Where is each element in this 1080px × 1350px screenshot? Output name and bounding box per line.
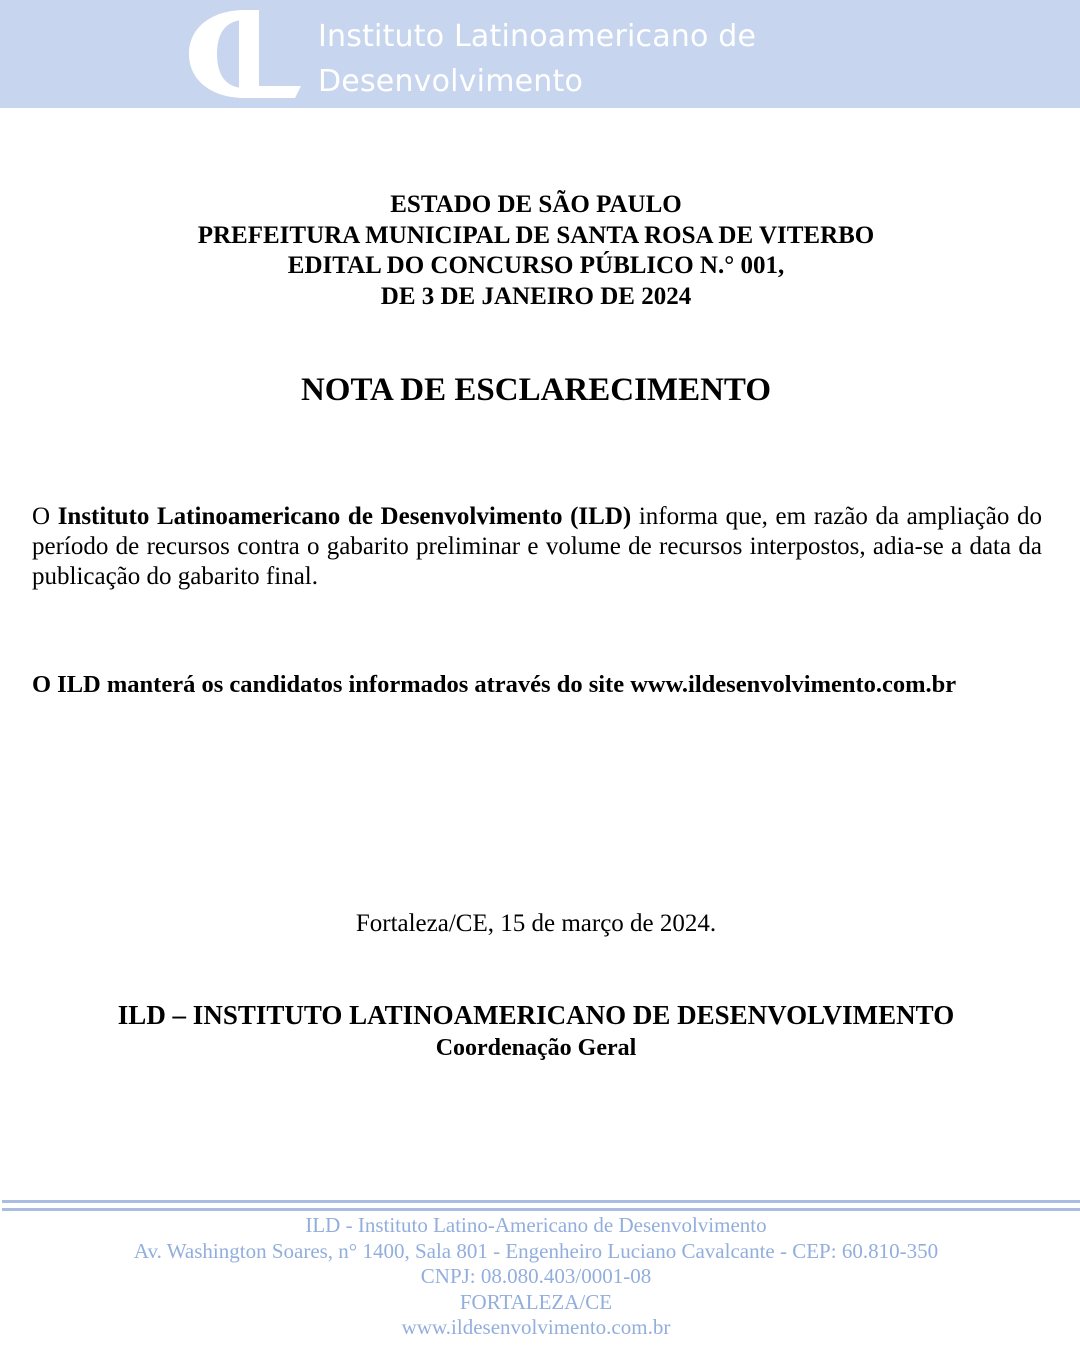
body-institution: Instituto Latinoamericano de Desenvolvimento (ILD) xyxy=(57,503,632,530)
signature-role: Coordenação Geral xyxy=(435,1035,637,1061)
footer-institution: ILD - Instituto Latino-Americano de Desenvolvimento xyxy=(305,1213,767,1237)
body-text: informa que, em razão da ampliação do período de recursos contra o gabarito preliminar e volume de recursos interpostos, adia-se a data da publicação do gabarito final. xyxy=(32,503,1043,590)
document-heading xyxy=(0,190,1072,312)
footer-address: Av. Washington Soares, n° 1400, Sala 801 - Engenheiro Luciano Cavalcante - CEP: 60.810-350 xyxy=(133,1238,939,1263)
footer-website[interactable]: www.ildesenvolvimento.com.br xyxy=(401,1315,671,1339)
notice-line: O ILD manterá os candidatos informados através do site www.ildesenvolvimento.com.br xyxy=(32,671,957,698)
footer-divider-bottom xyxy=(2,1208,1080,1211)
footer xyxy=(0,1213,1072,1341)
heading-state: ESTADO DE SÃO PAULO xyxy=(390,191,682,218)
footer-city: FORTALEZA/CE xyxy=(459,1289,613,1314)
footer-cnpj: CNPJ: 08.080.403/0001-08 xyxy=(420,1264,652,1288)
header-title-line2: Desenvolvimento xyxy=(318,64,584,99)
body-paragraph xyxy=(32,502,1042,592)
footer-divider-top xyxy=(2,1200,1080,1203)
header-title-line1: Instituto Latinoamericano de xyxy=(318,19,757,54)
date-line: Fortaleza/CE, 15 de março de 2024. xyxy=(355,910,717,937)
ild-logo-icon xyxy=(183,4,308,104)
header-band xyxy=(0,0,1080,108)
header-title xyxy=(318,14,1018,104)
note-title: NOTA DE ESCLARECIMENTO xyxy=(300,372,772,408)
heading-edital: EDITAL DO CONCURSO PÚBLICO N.° 001, xyxy=(287,252,785,279)
heading-date: DE 3 DE JANEIRO DE 2024 xyxy=(380,282,692,310)
signature-organization: ILD – INSTITUTO LATINOAMERICANO DE DESENVOLVIMENTO xyxy=(117,1000,955,1030)
heading-municipality: PREFEITURA MUNICIPAL DE SANTA ROSA DE VITERBO xyxy=(197,221,875,249)
body-lead: O xyxy=(32,503,58,530)
